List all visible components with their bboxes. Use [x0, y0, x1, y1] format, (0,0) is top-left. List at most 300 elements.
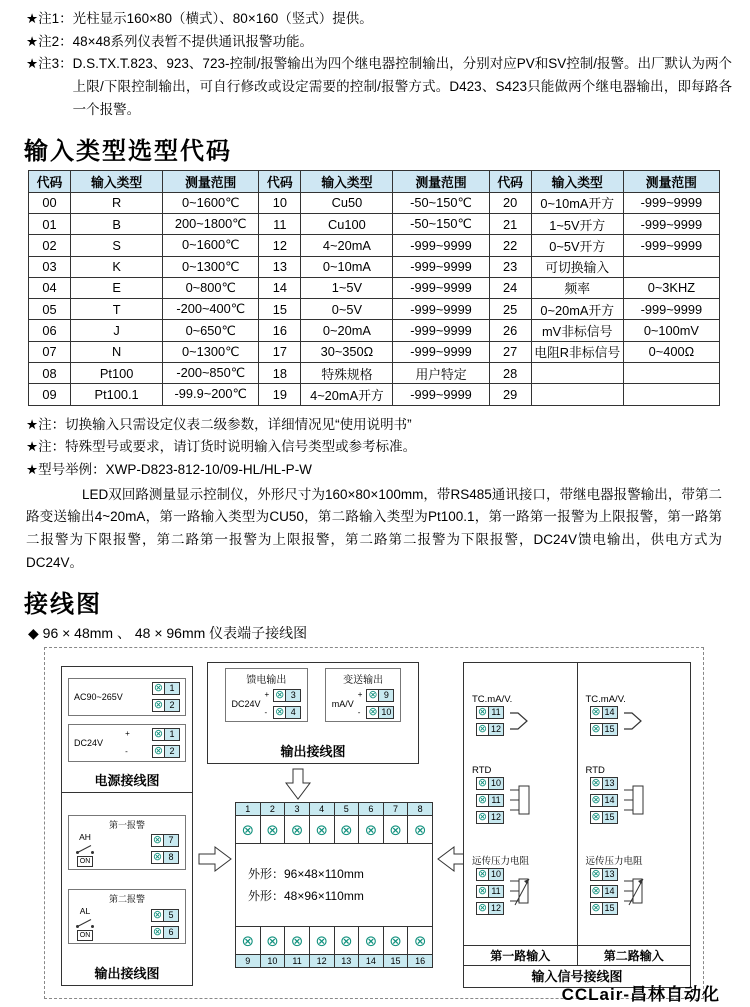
column-header: 测量范围 [163, 171, 259, 192]
table-cell: 26 [489, 320, 531, 341]
terminal [273, 706, 301, 719]
terminal [152, 745, 180, 758]
input-columns [464, 663, 690, 965]
terminal-number: 10 [379, 706, 394, 719]
ac-power-group [68, 678, 186, 716]
table-cell: Pt100.1 [71, 384, 163, 405]
table-cell: 21 [489, 213, 531, 234]
sensor-label: TC.mA/V. [585, 694, 626, 706]
feed-terminals [273, 689, 301, 719]
note-text: D.S.TX.T.823、923、723-控制/报警输出为四个继电器控制输出，分别对应PV和SV控制/报警。出厂默认为两个上限/下限控制输出，可自行修改或设定需要的控制/报警方式。D423、S423只能做两个继电器输出，即每路各一个报警。 [72, 56, 732, 117]
table-cell: E [71, 277, 163, 298]
note-label: ★注3： [26, 56, 73, 72]
terminal-number: 12 [489, 723, 504, 736]
table-cell [623, 363, 719, 384]
terminal-cell [310, 927, 335, 967]
terminal-number: 9 [236, 954, 260, 967]
screw-terminal-icon: ⊗ [477, 901, 488, 914]
table-row [29, 384, 720, 405]
terminal-number: 14 [603, 706, 618, 719]
table-cell: Cu50 [301, 192, 393, 213]
table-cell: T [71, 299, 163, 320]
note-1 [26, 8, 732, 31]
screw-terminal-icon: ⊗ [368, 689, 378, 702]
table-cell: 0~1300℃ [163, 341, 259, 362]
terminal [366, 706, 394, 719]
power-caption: 电源接线图 [94, 773, 160, 789]
table-cell: 16 [259, 320, 301, 341]
wiring-subtitle: ◆ 96 × 48mm 、 48 × 96mm 仪表端子接线图 [28, 625, 308, 642]
terminal-number: 13 [335, 954, 359, 967]
screw-terminal-icon: ⊗ [368, 706, 378, 719]
screw-terminal-icon: ⊗ [591, 793, 601, 806]
second-alarm-group [68, 889, 186, 944]
screw-terminal-icon: ⊗ [389, 821, 402, 839]
screw-terminal-icon: ⊗ [591, 706, 601, 719]
note-label: ★注2： [26, 33, 73, 49]
rtd-icon [623, 782, 645, 818]
screw-terminal-icon: ⊗ [591, 723, 601, 736]
screw-terminal-icon: ⊗ [315, 821, 328, 839]
table-cell: -999~9999 [393, 299, 489, 320]
terminal-cell [335, 803, 360, 843]
polarity-marks [265, 691, 270, 717]
terminal [590, 811, 618, 824]
mid-notes [0, 406, 750, 482]
input-column-caption: 第二路输入 [578, 945, 691, 965]
terminal [151, 834, 179, 847]
sensor-group [468, 694, 573, 736]
table-cell: 15 [259, 299, 301, 320]
table-cell: -999~9999 [393, 320, 489, 341]
table-cell: 19 [259, 384, 301, 405]
transmit-output-row [332, 689, 395, 719]
table-cell: 25 [489, 299, 531, 320]
terminal-number: 6 [359, 803, 383, 816]
table-cell: 20 [489, 192, 531, 213]
table-cell: -999~9999 [623, 299, 719, 320]
alarm-section [62, 793, 192, 985]
screw-terminal-icon: ⊗ [364, 821, 378, 839]
plus-mark: + [264, 690, 270, 700]
terminal-number: 11 [489, 794, 504, 807]
table-row [29, 363, 720, 384]
table-row [29, 299, 720, 320]
input-column-caption: 第一路输入 [464, 945, 577, 965]
terminal [590, 777, 618, 790]
screw-terminal-icon: ⊗ [591, 884, 601, 897]
table-cell: 24 [489, 277, 531, 298]
table-cell: -999~9999 [393, 341, 489, 362]
table-cell: -99.9~200℃ [163, 384, 259, 405]
input-column [578, 663, 691, 965]
note-3 [26, 53, 732, 121]
note-text: 光柱显示160×80（横式）、80×160（竖式）提供。 [72, 11, 373, 26]
plus-mark: + [125, 728, 130, 738]
case-size-labels [236, 844, 432, 926]
first-alarm-terminals [151, 834, 179, 864]
thermocouple-icon [509, 708, 529, 734]
table-cell: 00 [29, 192, 71, 213]
terminal-number: 13 [603, 868, 618, 881]
terminal-number: 11 [489, 885, 504, 898]
table-cell: 18 [259, 363, 301, 384]
selection-table-body [29, 192, 720, 405]
table-cell: -999~9999 [623, 213, 719, 234]
table-cell: -200~850℃ [163, 363, 259, 384]
table-cell: 0~3KHZ [623, 277, 719, 298]
table-cell: 01 [29, 213, 71, 234]
screw-terminal-icon: ⊗ [591, 810, 601, 823]
strip-top [236, 803, 432, 844]
terminal [476, 868, 504, 881]
model-example-description: LED双回路测量显示控制仪，外形尺寸为160×80×100mm，带RS485通讯接口，带继电器报警输出，带第二路变送输出4~20mA，第一路输入类型为CU50，第二路输入类型为Pt100.1，第一路第一报警为上限报警，第一路第二报警为下限报警，第二路第一报警为上限报警，第二路第二报警为下限报警，DC24V馈电输出，供电方式为DC24V。 [26, 486, 722, 570]
note-label: ★型号举例： [26, 461, 106, 477]
terminal-cell [236, 803, 261, 843]
alarm-code: AL [79, 905, 91, 916]
terminal-number: 14 [603, 885, 618, 898]
table-cell: K [71, 256, 163, 277]
table-cell: 12 [259, 235, 301, 256]
table-cell: 0~1600℃ [163, 235, 259, 256]
table-row [29, 256, 720, 277]
terminal-number: 15 [603, 811, 618, 824]
sensor-list [464, 663, 577, 945]
terminal [476, 777, 504, 790]
column-header: 代码 [489, 171, 531, 192]
screw-terminal-icon: ⊗ [153, 744, 164, 757]
sensor-wiring-row [582, 706, 687, 736]
table-cell: 0~100mV [623, 320, 719, 341]
terminal-column [590, 868, 618, 915]
note-label: ★注： [26, 439, 66, 455]
table-cell: S [71, 235, 163, 256]
table-cell: 0~5V [301, 299, 393, 320]
terminal-number: 10 [261, 954, 285, 967]
brand-watermark: CCLair-昌林自动化 [561, 985, 720, 1004]
table-cell: J [71, 320, 163, 341]
note-2 [26, 31, 732, 54]
sensor-group [582, 853, 687, 915]
minus-mark: - [125, 746, 128, 756]
terminal-number: 5 [164, 909, 179, 922]
note-label: ★注1： [26, 11, 73, 26]
column-header: 输入类型 [71, 171, 163, 192]
dc-terminals [152, 728, 180, 758]
table-cell: 17 [259, 341, 301, 362]
alarm-code: AH [79, 831, 91, 842]
screw-terminal-icon: ⊗ [413, 821, 427, 839]
terminal-number: 11 [285, 954, 309, 967]
switch-icon [75, 917, 95, 929]
terminal-number: 7 [164, 834, 179, 847]
input-column [464, 663, 578, 965]
terminal [590, 868, 618, 881]
screw-terminal-icon: ⊗ [266, 932, 279, 950]
ac-power-label: AC90~265V [74, 691, 123, 702]
terminal [476, 902, 504, 915]
screw-terminal-icon: ⊗ [241, 932, 255, 950]
table-cell: 03 [29, 256, 71, 277]
terminal [590, 902, 618, 915]
screw-terminal-icon: ⊗ [152, 851, 163, 864]
terminal-number: 14 [359, 954, 383, 967]
table-cell: 09 [29, 384, 71, 405]
table-cell: 27 [489, 341, 531, 362]
table-cell: 用户特定 [393, 363, 489, 384]
table-cell: 0~1600℃ [163, 192, 259, 213]
terminal [151, 909, 179, 922]
table-cell: mV非标信号 [531, 320, 623, 341]
screw-terminal-icon: ⊗ [591, 867, 601, 880]
screw-terminal-icon: ⊗ [152, 834, 163, 847]
screw-terminal-icon: ⊗ [266, 821, 279, 839]
terminal-cell [408, 803, 432, 843]
terminal [152, 728, 180, 741]
output-wiring-box [207, 662, 419, 764]
note-model-example [26, 459, 732, 482]
table-cell: 0~650℃ [163, 320, 259, 341]
table-cell: 14 [259, 277, 301, 298]
terminal-number: 4 [286, 706, 301, 719]
terminal-number: 12 [489, 902, 504, 915]
pressure-resistor-icon [623, 873, 645, 909]
terminal [151, 926, 179, 939]
pressure-resistor-icon [509, 873, 531, 909]
transmit-terminals [366, 689, 394, 719]
table-row [29, 277, 720, 298]
ac-terminals [152, 682, 180, 712]
table-cell: B [71, 213, 163, 234]
note-special-model [26, 436, 732, 459]
table-cell: 电阻R非标信号 [531, 341, 623, 362]
terminal [273, 689, 301, 702]
table-cell: 0~10mA开方 [531, 192, 623, 213]
table-cell: 200~1800℃ [163, 213, 259, 234]
polarity-marks [125, 730, 130, 756]
terminal-cell [359, 927, 384, 967]
table-cell: Cu100 [301, 213, 393, 234]
terminal-number: 16 [408, 954, 432, 967]
table-cell [531, 384, 623, 405]
table-cell: -50~150℃ [393, 213, 489, 234]
screw-terminal-icon: ⊗ [153, 727, 164, 740]
alarm-switch [75, 832, 95, 867]
on-label: ON [77, 856, 94, 867]
top-notes [0, 0, 750, 121]
power-rows [62, 667, 192, 770]
wiring-diagram [44, 647, 704, 999]
screw-terminal-icon: ⊗ [389, 932, 402, 950]
screw-terminal-icon: ⊗ [477, 706, 488, 719]
alarm-switch [75, 906, 95, 941]
terminal [476, 811, 504, 824]
screw-terminal-icon: ⊗ [290, 932, 304, 950]
table-cell: 0~20mA [301, 320, 393, 341]
terminal-number: 13 [603, 777, 618, 790]
table-cell: 29 [489, 384, 531, 405]
table-cell: 28 [489, 363, 531, 384]
table-cell [531, 363, 623, 384]
table-cell [623, 384, 719, 405]
terminal-cell [285, 803, 310, 843]
feed-output-row [232, 689, 302, 719]
terminal-number: 15 [384, 954, 408, 967]
table-cell: 10 [259, 192, 301, 213]
first-alarm-row [73, 832, 181, 867]
second-alarm-terminals [151, 909, 179, 939]
column-header: 输入类型 [301, 171, 393, 192]
table-cell: 05 [29, 299, 71, 320]
table-cell: 13 [259, 256, 301, 277]
table-cell: 04 [29, 277, 71, 298]
first-alarm-label: 第一报警 [108, 819, 145, 830]
alarm-rows [62, 793, 192, 963]
power-and-alarm-box [61, 666, 193, 986]
table-cell: -999~9999 [623, 192, 719, 213]
terminal-column [476, 777, 504, 824]
screw-terminal-icon: ⊗ [153, 698, 164, 711]
table-cell: 1~5V开方 [531, 213, 623, 234]
right-arrow-icon [198, 846, 232, 872]
table-cell: Pt100 [71, 363, 163, 384]
column-header: 代码 [259, 171, 301, 192]
power-section [62, 667, 192, 793]
terminal-number: 1 [236, 803, 260, 816]
terminal-number: 6 [164, 926, 179, 939]
terminal [476, 794, 504, 807]
screw-terminal-icon: ⊗ [591, 901, 601, 914]
input-caption: 输入信号接线图 [464, 965, 690, 987]
sensor-wiring-row [582, 777, 687, 824]
screw-terminal-icon: ⊗ [477, 884, 488, 897]
screw-terminal-icon: ⊗ [153, 681, 164, 694]
terminal-number: 10 [489, 777, 504, 790]
sensor-label: RTD [472, 764, 492, 776]
sensor-label: TC.mA/V. [472, 694, 513, 706]
terminal [476, 723, 504, 736]
terminal [590, 885, 618, 898]
rtd-icon [509, 782, 531, 818]
table-cell: 0~800℃ [163, 277, 259, 298]
screw-terminal-icon: ⊗ [591, 776, 601, 789]
screw-terminal-icon: ⊗ [275, 689, 285, 702]
terminal-cell [285, 927, 310, 967]
terminal-number: 10 [489, 868, 504, 881]
table-cell: 0~5V开方 [531, 235, 623, 256]
terminal-column [590, 706, 618, 736]
table-cell: N [71, 341, 163, 362]
terminal-cell [261, 803, 286, 843]
column-header: 输入类型 [531, 171, 623, 192]
terminal-number: 14 [603, 794, 618, 807]
table-cell: -50~150℃ [393, 192, 489, 213]
terminal-number: 15 [603, 723, 618, 736]
table-row [29, 213, 720, 234]
terminal-number: 5 [335, 803, 359, 816]
table-cell: 0~20mA开方 [531, 299, 623, 320]
alarm-caption: 输出接线图 [94, 966, 160, 982]
plus-mark: + [357, 690, 363, 700]
terminal-number: 11 [489, 706, 504, 719]
feed-output-group [225, 668, 309, 722]
selection-section-title: 输入类型选型代码 [24, 138, 232, 166]
table-row [29, 192, 720, 213]
table-row [29, 320, 720, 341]
on-label: ON [77, 930, 94, 941]
terminal-cell [236, 927, 261, 967]
screw-terminal-icon: ⊗ [413, 932, 427, 950]
table-row [29, 235, 720, 256]
screw-terminal-icon: ⊗ [477, 776, 488, 789]
table-cell [623, 256, 719, 277]
feed-output-label: 馈电输出 [246, 675, 287, 687]
output-groups [208, 663, 418, 741]
terminal-cell [335, 927, 360, 967]
table-cell: 特殊规格 [301, 363, 393, 384]
terminal-number: 8 [164, 851, 179, 864]
table-cell: 4~20mA开方 [301, 384, 393, 405]
terminal-number: 2 [165, 745, 180, 758]
terminal-number: 2 [165, 699, 180, 712]
sensor-wiring-row [582, 868, 687, 915]
terminal-number: 3 [285, 803, 309, 816]
terminal-cell [408, 927, 432, 967]
strip-bottom [236, 926, 432, 967]
wiring-section-title: 接线图 [24, 591, 102, 619]
screw-terminal-icon: ⊗ [290, 821, 304, 839]
sensor-wiring-row [468, 706, 573, 736]
screw-terminal-icon: ⊗ [477, 793, 488, 806]
terminal-number: 2 [261, 803, 285, 816]
transmit-output-group [325, 668, 402, 722]
terminal [590, 723, 618, 736]
table-cell: 4~20mA [301, 235, 393, 256]
screw-terminal-icon: ⊗ [340, 821, 353, 839]
first-alarm-group [68, 815, 186, 870]
table-cell: 0~10mA [301, 256, 393, 277]
minus-mark: - [264, 708, 268, 718]
table-cell: 06 [29, 320, 71, 341]
note-text: 切换输入只需设定仪表二级参数，详细情况见“使用说明书” [65, 416, 412, 432]
sensor-label: 远传压力电阻 [472, 855, 530, 867]
terminal-column [476, 706, 504, 736]
sensor-group [582, 694, 687, 736]
terminal [151, 851, 179, 864]
model-code: XWP-D823-812-10/09-HL/HL-P-W [105, 461, 312, 477]
terminal [152, 682, 180, 695]
terminal [366, 689, 394, 702]
screw-terminal-icon: ⊗ [340, 932, 353, 950]
table-cell: 02 [29, 235, 71, 256]
minus-mark: - [357, 708, 361, 718]
terminal-number: 12 [489, 811, 504, 824]
table-cell: -999~9999 [393, 384, 489, 405]
column-header: 测量范围 [393, 171, 489, 192]
table-cell: 22 [489, 235, 531, 256]
table-cell: -999~9999 [393, 277, 489, 298]
terminal-number: 8 [408, 803, 432, 816]
sensor-list [578, 663, 691, 945]
table-cell: 0~400Ω [623, 341, 719, 362]
terminal-cell [359, 803, 384, 843]
table-cell: 07 [29, 341, 71, 362]
note-switch-input [26, 414, 732, 437]
case-size-1: 外形：96×48×110mm [248, 866, 364, 881]
polarity-marks [358, 691, 363, 717]
screw-terminal-icon: ⊗ [477, 810, 488, 823]
second-alarm-label: 第二报警 [108, 893, 145, 904]
